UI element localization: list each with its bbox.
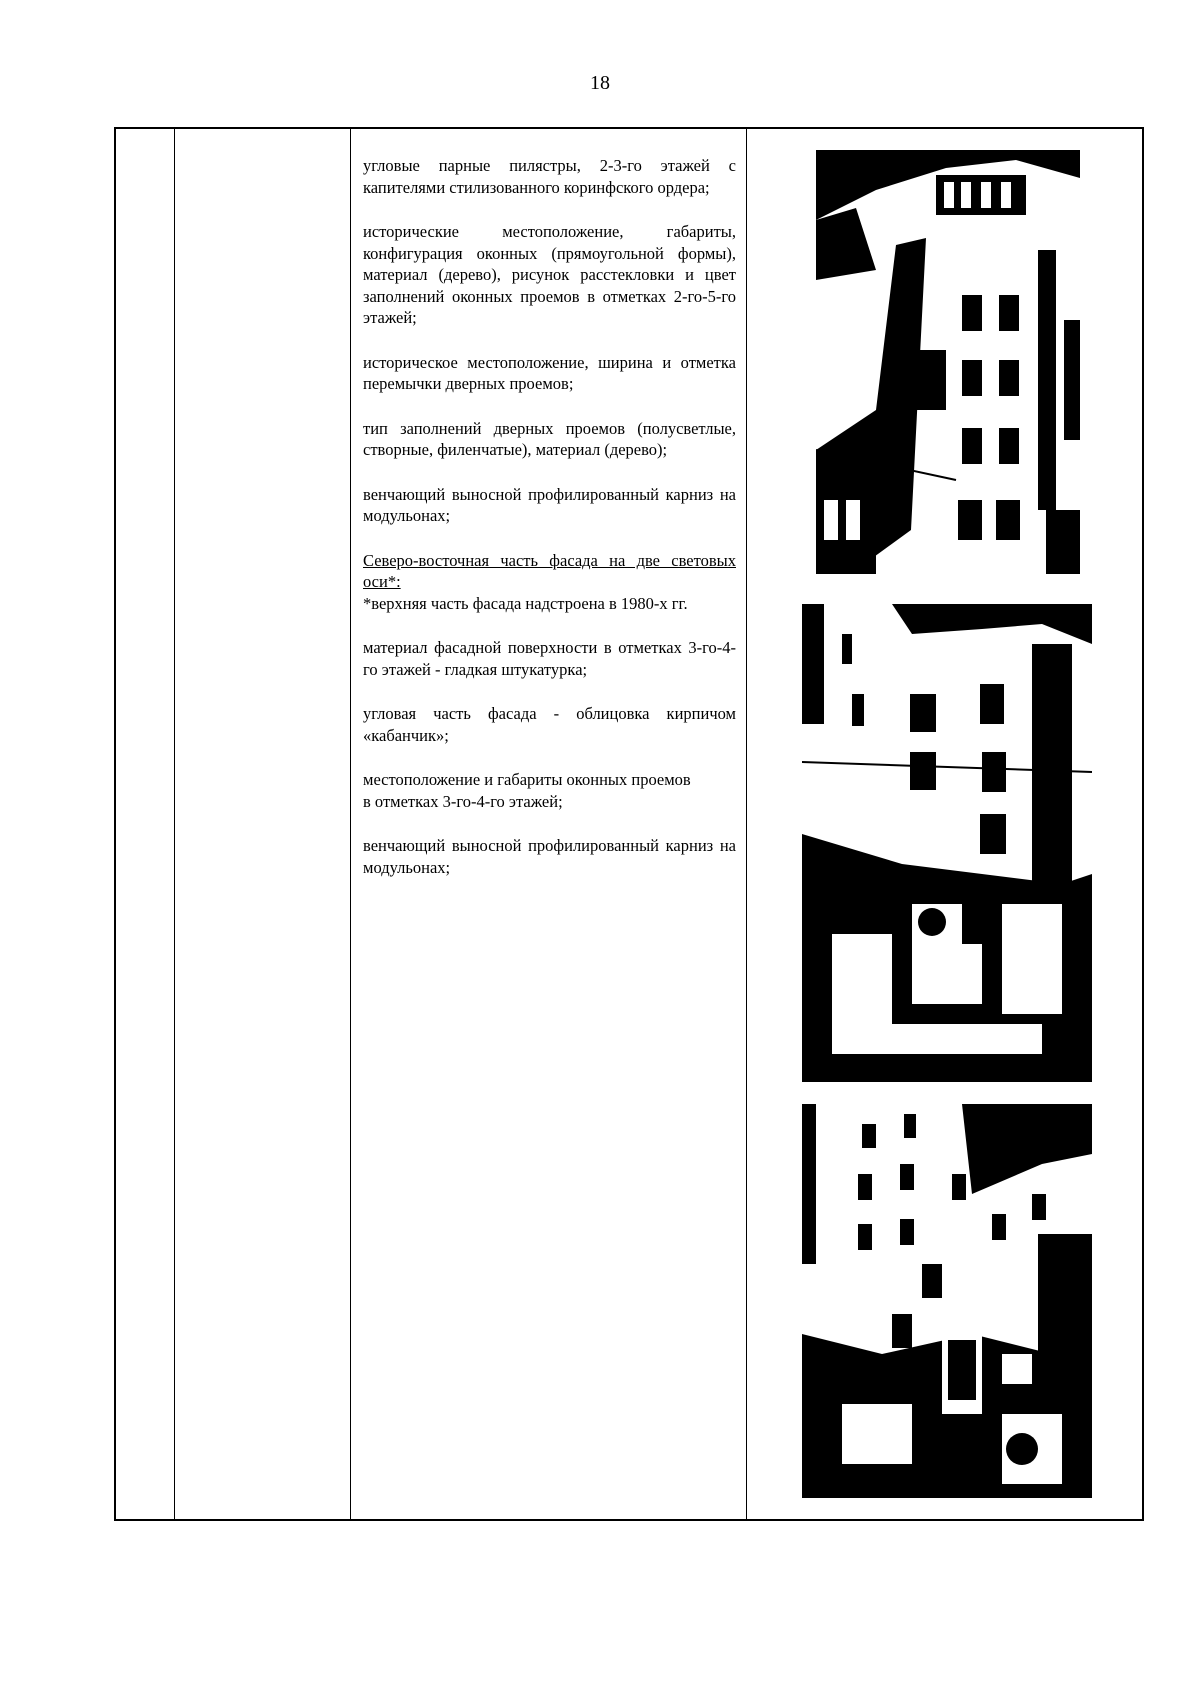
paragraph-pilasters: угловые парные пилястры, 2-3-го этажей с капителями стилизованного коринфского ордера; — [363, 156, 736, 197]
paragraph-door-fillings: тип заполнений дверных проемов (полусветлые, створные, филенчатые), материал (дерево); — [363, 418, 736, 459]
building-facade-photo-1 — [816, 150, 1080, 574]
paragraph-window-location-floors: в отметках 3-го-4-го этажей; — [363, 791, 563, 811]
section-note: *верхняя часть фасада надстроена в 1980-х гг. — [363, 593, 688, 613]
paragraph-surface-material: материал фасадной поверхности в отметках 3-го-4-го этажей - гладкая штукатурка; — [363, 638, 736, 679]
page-number: 18 — [590, 72, 610, 94]
paragraph-windows: исторические местоположение, габариты, конфигурация оконных (прямоугольной формы), материал (дерево), рисунок расстекловки и цвет заполнений оконных проемов в отметках 2-го-5-го этажей; — [363, 222, 736, 327]
paragraph-cornice: венчающий выносной профилированный карниз на модульонах; — [363, 484, 736, 525]
table-column-divider — [746, 129, 747, 1519]
paragraph-corner-brick: угловая часть фасада - облицовка кирпичом «кабанчик»; — [363, 704, 736, 745]
table-column-divider — [174, 129, 175, 1519]
building-facade-photo-3 — [802, 1104, 1092, 1498]
section-heading: Северо-восточная часть фасада на две световых оси*: — [363, 550, 736, 591]
building-facade-photo-2 — [802, 604, 1092, 1082]
paragraph-final-cornice: венчающий выносной профилированный карниз на модульонах; — [363, 836, 736, 877]
description-cell — [363, 155, 736, 901]
table-column-divider — [350, 129, 351, 1519]
paragraph-door-lintels: историческое местоположение, ширина и отметка перемычки дверных проемов; — [363, 352, 736, 393]
paragraph-window-location: местоположение и габариты оконных проемов — [363, 770, 691, 789]
